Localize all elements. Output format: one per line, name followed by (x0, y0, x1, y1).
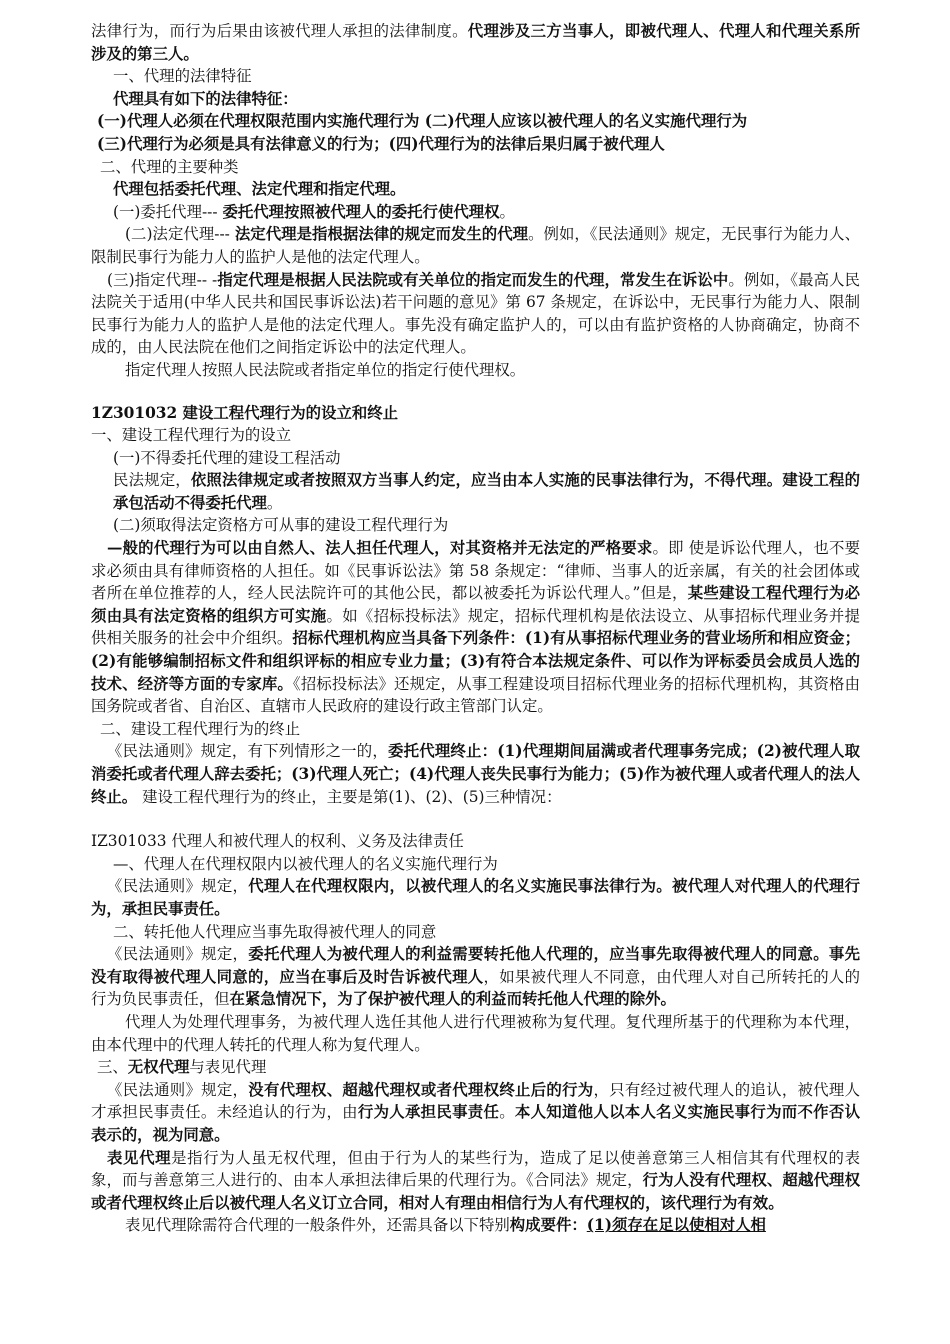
sub-agency-paragraph (91, 943, 860, 1011)
unauthorized-heading-post: 与表见代理 (189, 1058, 267, 1077)
within-authority-bold: 代理人在代理权限内，以被代理人的名义实施民事法律行为。被代理人对代理人的代理行为，承担民事责任。 (91, 877, 860, 918)
apparent-agency-requirements-paragraph (91, 1214, 860, 1237)
unauthorized-text-2: ，只有经过被代理人的追认，被代理人才承担民事责任。未经追认的行为，由 (91, 1080, 860, 1122)
intro-bold-text: 代理涉及三方当事人，即被代理人、代理人和代理关系所涉及的第三人。 (91, 22, 860, 63)
entrusted-agency-paragraph (91, 201, 860, 224)
no-entrusted-agency-pre: 民法规定， (113, 471, 191, 490)
entrusted-agency-bold: 委托代理按照被代理人的委托行使代理权 (222, 202, 500, 221)
sub-agency-bold-1: 委托代理人为被代理人的利益需要转托他人代理的，应当事先取得被代理人的同意。事先没有取得被代理人同意的，应当在事后及时告诉被代理人 (91, 945, 860, 986)
entrusted-agency-label: (一)委托代理--- (113, 202, 223, 221)
agency-types-lead: 代理包括委托代理、法定代理和指定代理。 (113, 180, 406, 199)
heading-1z301032: 1Z301032 建设工程代理行为的设立和终止 (91, 403, 399, 422)
termination-text-2: 建设工程代理行为的终止，主要是第(1)、(2)、(5)三种情况： (137, 787, 562, 806)
apparent-agency-text: 是指行为人虽无权代理，但由于行为人的某些行为，造成了足以使善意第三人相信其有代理权的表象，而与善意第三人进行的、由本人承担法律后果的代理行为。《合同法》规定， (91, 1148, 860, 1190)
within-authority-text: 《民法通则》规定， (107, 877, 249, 896)
no-entrusted-agency-bold: 依照法律规定或者按照双方当事人约定，应当由本人实施的民事法律行为，不得代理。建设工程的承包活动不得委托代理 (113, 471, 860, 512)
apparent-agency-bold-2: 行为人没有代理权、超越代理权或者代理权终止后以被代理人名义订立合同，相对人有理由相信行为人有代理权的，该代理行为有效。 (91, 1171, 860, 1212)
requirements-underlined: (1)须存在足以使相对人相 (586, 1216, 766, 1235)
section-heading-establishment: 一、建设工程代理行为的设立 (91, 426, 292, 445)
legal-features-line-2: (三)代理行为必须是具有法律意义的行为；(四)代理行为的法律后果归属于被代理人 (97, 134, 665, 153)
no-entrusted-agency-paragraph (91, 469, 860, 514)
unauthorized-heading-pre: 三、 (97, 1058, 128, 1077)
unauthorized-bold-1: 没有代理权、超越代理权或者代理权终止后的行为 (248, 1080, 594, 1099)
designated-agency-bold: 指定代理是根据人民法院或有关单位的指定而发生的代理，常发生在诉讼中 (217, 270, 729, 289)
termination-bold: 委托代理终止：(1)代理期间届满或者代理事务完成；(2)被代理人取消委托或者代理人辞去委托；(3)代理人死亡；(4)代理人丧失民事行为能力；(5)作为被代理人或者代理人的法人终止。 (91, 742, 860, 806)
entrusted-agency-end: 。 (499, 202, 515, 221)
statutory-agency-bold: 法定代理是指根据法律的规定而发生的代理 (234, 225, 529, 244)
re-agency-paragraph: 代理人为处理代理事务，为被代理人选任其他人进行代理被称为复代理。复代理所基于的代理称为本代理，由本代理中的代理人转托的代理人称为复代理人。 (91, 1012, 860, 1054)
section-heading-within-authority: —、代理人在代理权限内以被代理人的名义实施代理行为 (113, 854, 498, 873)
unauthorized-bold-3: 本人知道他人以本人名义实施民事行为而不作否认表示的，视为同意。 (91, 1103, 860, 1144)
subheading-legal-qualification: (二)须取得法定资格方可从事的建设工程代理行为 (113, 516, 449, 535)
qualification-text-3: 《招标投标法》还规定，从事工程建设项目招标代理业务的招标代理机构，其资格由国务院或者省、自治区、直辖市人民政府的建设行政主管部门认定。 (91, 674, 860, 716)
unauthorized-text-1: 《民法通则》规定， (107, 1080, 249, 1099)
sub-agency-bold-2: 在紧急情况下，为了保护被代理人的利益而转托他人代理的除外。 (229, 990, 676, 1009)
intro-text: 法律行为，而行为后果由该被代理人承担的法律制度。 (91, 22, 468, 40)
apparent-agency-paragraph (91, 1147, 860, 1215)
qualification-text-1: 。即 使是诉讼代理人，也不要求必须由具有律师资格的人担任。如《民事诉讼法》第 58 条规定：“律师、当事人的近亲属，有关的社会团体或者所在单位推荐的人，经人民法院许可的其他公民，都以被委托为诉讼代理人。”但是， (91, 539, 860, 603)
unauthorized-bold-2: 行为人承担民事责任 (357, 1103, 500, 1122)
qualification-text-2: 。如《招标投标法》规定，招标代理机构是依法设立、从事招标代理业务并提供相关服务的社会中介组织。 (91, 606, 860, 648)
statutory-agency-label: (二)法定代理--- (125, 225, 235, 244)
requirements-text: 表见代理除需符合代理的一般条件外，还需具备以下特别 (125, 1216, 510, 1235)
termination-text-1: 《民法通则》规定，有下列情形之一的， (107, 742, 388, 761)
legal-qualification-paragraph (91, 537, 860, 718)
no-entrusted-agency-end: 。 (266, 493, 283, 512)
unauthorized-heading-bold: 无权代理 (127, 1058, 190, 1077)
designated-agency-paragraph (91, 269, 860, 359)
intro-paragraph (91, 20, 860, 65)
within-authority-paragraph (91, 875, 860, 920)
statutory-agency-text: 。例如，《民法通则》规定，无民事行为能力人、限制民事行为能力人的监护人是他的法定代理人。 (91, 225, 860, 266)
qualification-bold-1: —般的代理行为可以由自然人、法人担任代理人，对其资格并无法定的严格要求 (107, 539, 653, 558)
qualification-bold-3: 招标代理机构应当具备下列条件：(1)有从事招标代理业务的营业场所和相应资金；(2)有能够编制招标文件和组织评标的相应专业力量；(3)有符合本法规定条件、可以作为评标委员会成员人选的技术、经济等方面的专家库。 (91, 629, 860, 693)
section-heading-agency-types: 二、代理的主要种类 (100, 157, 239, 176)
sub-agency-text-1: 《民法通则》规定， (107, 945, 249, 964)
legal-features-line-1: (一)代理人必须在代理权限范围内实施代理行为 (二)代理人应该以被代理人的名义实施代理行为 (97, 112, 748, 131)
unauthorized-text-3: 。 (499, 1103, 515, 1122)
apparent-agency-bold-1: 表见代理 (107, 1148, 172, 1167)
sub-agency-text-2: ，如果被代理人不同意，由代理人对自己所转托的人的行为负民事责任，但 (91, 967, 860, 1009)
subheading-no-entrusted-agency: (一)不得委托代理的建设工程活动 (113, 448, 341, 467)
designated-agency-label: (三)指定代理-- - (107, 270, 218, 289)
termination-paragraph (91, 740, 860, 808)
section-heading-termination: 二、建设工程代理行为的终止 (100, 719, 301, 738)
qualification-bold-2: 某些建设工程代理行为必须由具有法定资格的组织方可实施 (91, 584, 860, 625)
statutory-agency-paragraph (91, 223, 860, 268)
blank-line (91, 808, 860, 830)
requirements-bold: 构成要件： (509, 1216, 587, 1235)
unauthorized-agency-paragraph (91, 1079, 860, 1147)
section-heading-unauthorized-agency (91, 1056, 860, 1079)
heading-iz301033: IZ301033 代理人和被代理人的权利、义务及法律责任 (91, 832, 464, 851)
section-heading-legal-features: 一、代理的法律特征 (113, 67, 252, 86)
designated-agency-text: 。例如，《最高人民法院关于适用(中华人民共和国民事诉讼法)若干问题的意见》第 67 条规定，在诉讼中，无民事行为能力人、限制民事行为能力人的监护人是他的法定代理人。事先没有确定监护人的，可以由有监护资格的人协商确定，协商不成的，由人民法院在他们之间指定诉讼中的法定代理人。 (91, 270, 860, 357)
designated-agent-paragraph: 指定代理人按照人民法院或者指定单位的指定行使代理权。 (125, 360, 526, 379)
section-heading-sub-agency: 二、转托他人代理应当事先取得被代理人的同意 (113, 922, 437, 941)
legal-features-lead: 代理具有如下的法律特征： (113, 89, 298, 108)
